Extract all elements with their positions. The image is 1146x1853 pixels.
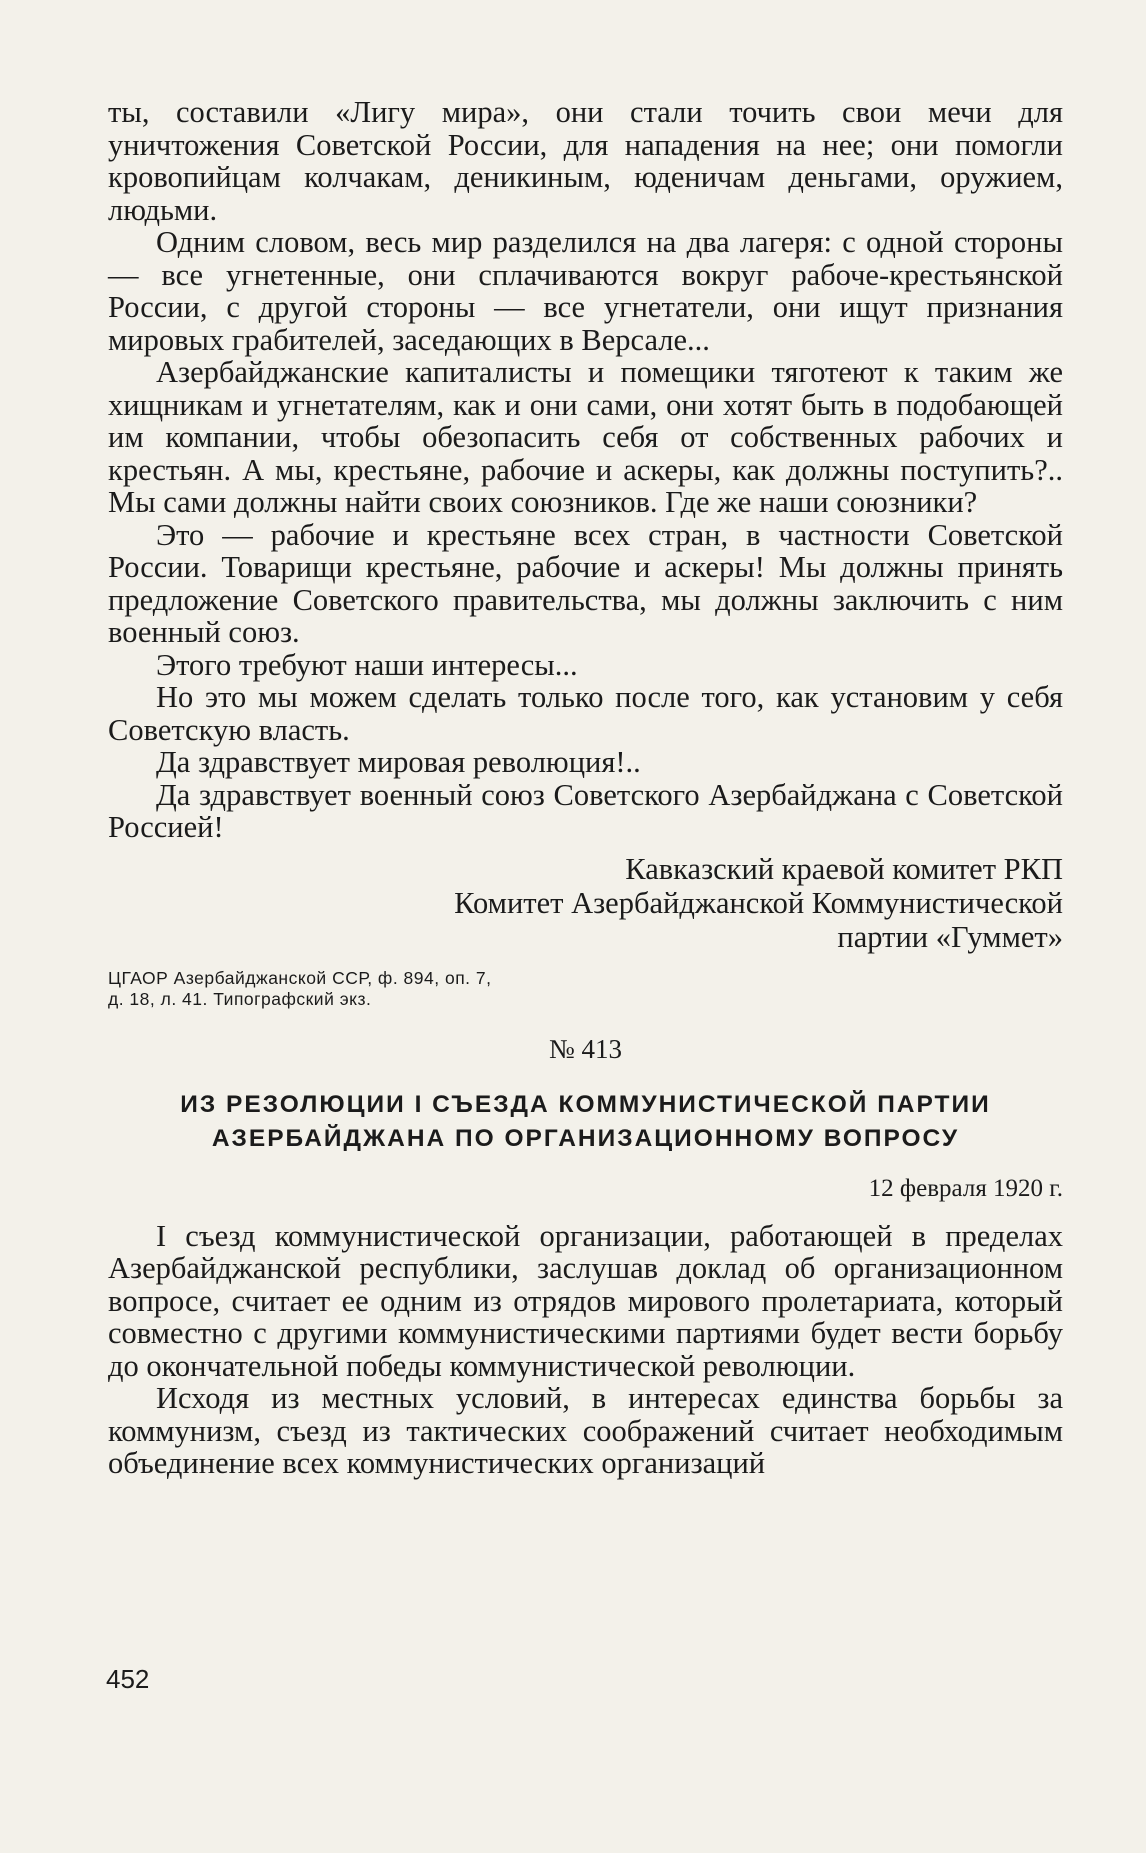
document-number: № 413 (548, 1033, 622, 1064)
paragraph-continuation: ты, составили «Лигу мира», они стали точить свои мечи для уничтожения Советской России, для нападения на нее; они помогли кровопийцам колчакам, деникиным, юденичам деньгами, оружием, людьми. (108, 95, 1063, 227)
slogan-military-union: Да здравствует военный союз Советского Азербайджана с Советской Россией! (108, 777, 1063, 844)
signature-line: Кавказский краевой комитет РКП (625, 851, 1063, 886)
document-date: 12 февраля 1920 г. (868, 1174, 1063, 1202)
paragraph-capitalists: Азербайджанские капиталисты и помещики тяготеют к таким же хищникам и угнетателям, как и они сами, они хотят быть в подобающей им компании, чтобы обезопасить себя от собственных рабочих и крестьян. А мы, крестьяне, рабочие и аскеры, как должны поступить?.. Мы сами должны найти своих союзников. Где же наши союзники? (108, 355, 1063, 519)
signature-line: Комитет Азербайджанской Коммунистической (454, 885, 1063, 920)
paragraph-two-camps: Одним словом, весь мир разделился на два лагеря: с одной стороны — все угнетенные, они сплачиваются вокруг рабоче-крестьянской России, с другой стороны — все угнетатели, они ищут признания мировых грабителей, заседающих в Версале... (108, 225, 1063, 357)
slogan-world-revolution: Да здравствует мировая революция!.. (156, 745, 641, 779)
paragraph-local-conditions: Исходя из местных условий, в интересах единства борьбы за коммунизм, съезд из тактических соображений считает необходимым объединение всех коммунистических организаций (108, 1381, 1063, 1480)
paragraph-congress-resolution: I съезд коммунистической организации, работающей в пределах Азербайджанской республики, заслушав доклад об организационном вопросе, считает ее одним из отрядов мирового пролетариата, который совместно с другими коммунистическими партиями будет вести борьбу до окончательной победы коммунистической революции. (108, 1218, 1063, 1383)
archive-source-note: ЦГАОР Азербайджанской ССР, ф. 894, оп. 7, д. 18, л. 41. Типографский экз. (108, 967, 492, 1009)
paragraph-soviet-power: Но это мы можем сделать только после того, как установим у себя Советскую власть. (108, 680, 1063, 747)
signature-line: партии «Гуммет» (837, 919, 1063, 954)
document-page (108, 96, 1063, 1480)
page-number: 452 (106, 1664, 150, 1694)
paragraph-allies: Это — рабочие и крестьяне всех стран, в частности Советской России. Товарищи крестьяне, рабочие и аскеры! Мы должны принять предложение Советского правительства, мы должны заключить с ним военный союз. (108, 517, 1063, 649)
signature-block (108, 852, 1063, 954)
paragraph-interests: Этого требуют наши интересы... (156, 647, 578, 682)
document-heading: ИЗ РЕЗОЛЮЦИИ I СЪЕЗДА КОММУНИСТИЧЕСКОЙ ПАРТИИ АЗЕРБАЙДЖАНА ПО ОРГАНИЗАЦИОННОМУ ВОПРОСУ (180, 1090, 991, 1152)
